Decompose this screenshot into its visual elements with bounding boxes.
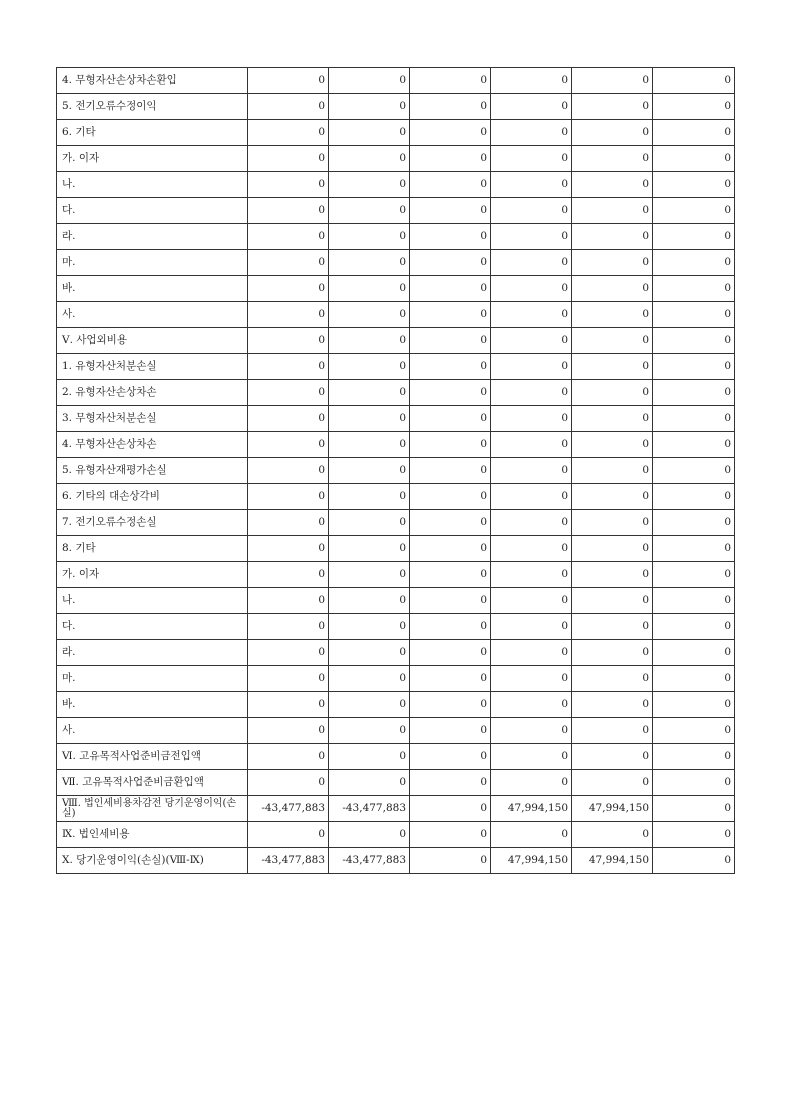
amount-cell: 0 [248, 380, 329, 406]
table-row [57, 120, 735, 146]
table-row [57, 614, 735, 640]
amount-cell: 0 [410, 198, 491, 224]
amount-cell: 0 [572, 510, 653, 536]
amount-cell: 0 [410, 328, 491, 354]
row-label: Ⅷ. 법인세비용차감전 당기운영이익(손실) [57, 796, 248, 822]
amount-cell: 0 [491, 120, 572, 146]
amount-cell: 0 [491, 692, 572, 718]
amount-cell: 0 [572, 302, 653, 328]
row-label: 7. 전기오류수정손실 [57, 510, 248, 536]
amount-cell: 0 [410, 484, 491, 510]
amount-cell: 0 [248, 328, 329, 354]
amount-cell: 0 [491, 614, 572, 640]
amount-cell: 0 [491, 536, 572, 562]
amount-cell: 0 [653, 224, 735, 250]
amount-cell: 0 [410, 588, 491, 614]
row-label: 4. 무형자산손상차손환입 [57, 68, 248, 94]
row-label: 마. [57, 250, 248, 276]
amount-cell: 0 [572, 198, 653, 224]
amount-cell: 0 [491, 406, 572, 432]
table-row [57, 796, 735, 822]
amount-cell: 0 [653, 536, 735, 562]
amount-cell: 0 [653, 458, 735, 484]
row-label: 라. [57, 224, 248, 250]
amount-cell: 0 [491, 68, 572, 94]
amount-cell: 0 [653, 94, 735, 120]
amount-cell: 0 [572, 744, 653, 770]
amount-cell: 0 [329, 380, 410, 406]
amount-cell: 0 [653, 666, 735, 692]
amount-cell: 0 [572, 822, 653, 848]
amount-cell: 0 [572, 484, 653, 510]
table-row [57, 328, 735, 354]
amount-cell: 0 [572, 120, 653, 146]
amount-cell: 0 [410, 822, 491, 848]
amount-cell: 0 [572, 146, 653, 172]
amount-cell: 0 [572, 328, 653, 354]
table-row [57, 692, 735, 718]
amount-cell: 0 [248, 224, 329, 250]
row-label: 6. 기타 [57, 120, 248, 146]
amount-cell: 0 [653, 172, 735, 198]
amount-cell: 0 [329, 484, 410, 510]
amount-cell: 0 [653, 510, 735, 536]
row-label: 3. 무형자산처분손실 [57, 406, 248, 432]
amount-cell: 0 [572, 692, 653, 718]
amount-cell: 0 [329, 406, 410, 432]
amount-cell: 0 [248, 406, 329, 432]
amount-cell: 0 [491, 458, 572, 484]
amount-cell: 0 [572, 354, 653, 380]
amount-cell: 0 [410, 796, 491, 822]
amount-cell: 0 [491, 588, 572, 614]
amount-cell: 0 [248, 744, 329, 770]
row-label: Ⅹ. 당기운영이익(손실)(Ⅷ-Ⅸ) [57, 848, 248, 874]
amount-cell: 0 [410, 640, 491, 666]
amount-cell: 0 [653, 146, 735, 172]
table-row [57, 146, 735, 172]
amount-cell: 0 [653, 848, 735, 874]
table-row [57, 432, 735, 458]
table-row [57, 588, 735, 614]
amount-cell: 0 [491, 328, 572, 354]
amount-cell: 0 [410, 172, 491, 198]
amount-cell: 0 [653, 562, 735, 588]
table-row [57, 198, 735, 224]
table-row [57, 484, 735, 510]
amount-cell: 0 [653, 588, 735, 614]
amount-cell: 0 [248, 354, 329, 380]
amount-cell: 0 [410, 302, 491, 328]
amount-cell: 0 [410, 276, 491, 302]
amount-cell: 0 [410, 380, 491, 406]
row-label: 나. [57, 172, 248, 198]
row-label: 바. [57, 276, 248, 302]
amount-cell: 0 [572, 68, 653, 94]
amount-cell: 0 [653, 276, 735, 302]
amount-cell: 0 [491, 146, 572, 172]
amount-cell: 0 [653, 198, 735, 224]
table-row [57, 744, 735, 770]
amount-cell: 0 [248, 536, 329, 562]
amount-cell: 47,994,150 [572, 848, 653, 874]
amount-cell: 0 [491, 94, 572, 120]
amount-cell: 0 [410, 692, 491, 718]
amount-cell: 0 [329, 224, 410, 250]
amount-cell: 0 [248, 614, 329, 640]
amount-cell: 0 [410, 458, 491, 484]
amount-cell: 0 [410, 406, 491, 432]
amount-cell: 0 [572, 614, 653, 640]
row-label: Ⅵ. 고유목적사업준비금전입액 [57, 744, 248, 770]
amount-cell: 0 [248, 146, 329, 172]
amount-cell: 0 [653, 302, 735, 328]
table-row [57, 380, 735, 406]
amount-cell: 0 [248, 458, 329, 484]
row-label: 사. [57, 302, 248, 328]
amount-cell: 0 [572, 94, 653, 120]
amount-cell: 0 [248, 94, 329, 120]
amount-cell: 0 [572, 458, 653, 484]
amount-cell: 0 [653, 744, 735, 770]
amount-cell: 0 [329, 510, 410, 536]
amount-cell: 0 [410, 770, 491, 796]
table-row [57, 250, 735, 276]
amount-cell: 0 [248, 250, 329, 276]
amount-cell: 0 [248, 302, 329, 328]
amount-cell: 0 [572, 588, 653, 614]
amount-cell: 0 [329, 692, 410, 718]
amount-cell: 0 [248, 770, 329, 796]
amount-cell: 0 [572, 172, 653, 198]
amount-cell: 0 [653, 770, 735, 796]
row-label: 가. 이자 [57, 146, 248, 172]
amount-cell: 0 [248, 822, 329, 848]
amount-cell: 47,994,150 [491, 796, 572, 822]
table-row [57, 94, 735, 120]
table-row [57, 666, 735, 692]
amount-cell: 0 [491, 276, 572, 302]
amount-cell: 0 [491, 432, 572, 458]
table-row [57, 510, 735, 536]
amount-cell: 0 [491, 718, 572, 744]
table-body [57, 68, 735, 874]
amount-cell: 0 [653, 614, 735, 640]
amount-cell: 0 [572, 276, 653, 302]
row-label: 라. [57, 640, 248, 666]
table-row [57, 224, 735, 250]
amount-cell: 0 [410, 120, 491, 146]
amount-cell: 0 [248, 198, 329, 224]
amount-cell: 0 [329, 562, 410, 588]
table-row [57, 822, 735, 848]
table-row [57, 302, 735, 328]
table-row [57, 354, 735, 380]
table-row [57, 172, 735, 198]
amount-cell: 0 [329, 640, 410, 666]
amount-cell: 0 [410, 354, 491, 380]
amount-cell: 0 [329, 666, 410, 692]
amount-cell: 0 [329, 68, 410, 94]
amount-cell: 0 [248, 692, 329, 718]
amount-cell: 0 [572, 406, 653, 432]
amount-cell: 0 [329, 458, 410, 484]
amount-cell: 0 [491, 224, 572, 250]
amount-cell: 0 [491, 484, 572, 510]
amount-cell: 0 [572, 770, 653, 796]
amount-cell: 0 [653, 406, 735, 432]
amount-cell: 0 [410, 614, 491, 640]
amount-cell: 0 [491, 198, 572, 224]
amount-cell: 0 [410, 510, 491, 536]
amount-cell: 0 [248, 666, 329, 692]
amount-cell: 0 [329, 172, 410, 198]
amount-cell: 0 [329, 536, 410, 562]
amount-cell: 0 [572, 224, 653, 250]
amount-cell: 0 [329, 302, 410, 328]
amount-cell: 0 [572, 250, 653, 276]
row-label: 5. 전기오류수정이익 [57, 94, 248, 120]
amount-cell: 0 [653, 484, 735, 510]
amount-cell: 0 [329, 770, 410, 796]
amount-cell: 0 [329, 250, 410, 276]
row-label: Ⅴ. 사업외비용 [57, 328, 248, 354]
amount-cell: 0 [491, 250, 572, 276]
amount-cell: 0 [572, 640, 653, 666]
amount-cell: 0 [329, 94, 410, 120]
amount-cell: 0 [572, 380, 653, 406]
amount-cell: 0 [410, 94, 491, 120]
amount-cell: 0 [491, 380, 572, 406]
row-label: 나. [57, 588, 248, 614]
table-row [57, 276, 735, 302]
amount-cell: 0 [329, 328, 410, 354]
amount-cell: 0 [410, 432, 491, 458]
amount-cell: 0 [653, 120, 735, 146]
amount-cell: -43,477,883 [248, 796, 329, 822]
row-label: 6. 기타의 대손상각비 [57, 484, 248, 510]
amount-cell: 0 [491, 744, 572, 770]
row-label: 다. [57, 614, 248, 640]
amount-cell: 47,994,150 [572, 796, 653, 822]
row-label: 가. 이자 [57, 562, 248, 588]
table-row [57, 718, 735, 744]
amount-cell: 0 [329, 120, 410, 146]
amount-cell: 0 [653, 68, 735, 94]
amount-cell: 0 [248, 432, 329, 458]
amount-cell: 0 [410, 666, 491, 692]
amount-cell: -43,477,883 [329, 848, 410, 874]
table-row [57, 406, 735, 432]
amount-cell: 0 [248, 68, 329, 94]
table-row [57, 68, 735, 94]
row-label: Ⅶ. 고유목적사업준비금환입액 [57, 770, 248, 796]
amount-cell: 0 [491, 302, 572, 328]
table-row [57, 848, 735, 874]
amount-cell: 0 [248, 640, 329, 666]
amount-cell: 0 [653, 640, 735, 666]
amount-cell: 0 [491, 172, 572, 198]
amount-cell: 0 [329, 198, 410, 224]
amount-cell: 0 [410, 68, 491, 94]
table-row [57, 458, 735, 484]
row-label: 마. [57, 666, 248, 692]
amount-cell: 0 [653, 328, 735, 354]
row-label: Ⅸ. 법인세비용 [57, 822, 248, 848]
amount-cell: 0 [572, 666, 653, 692]
amount-cell: 0 [329, 822, 410, 848]
amount-cell: 0 [653, 718, 735, 744]
amount-cell: 0 [653, 380, 735, 406]
amount-cell: 0 [410, 562, 491, 588]
amount-cell: 0 [248, 588, 329, 614]
row-label: 4. 무형자산손상차손 [57, 432, 248, 458]
financial-statement-table [56, 67, 735, 874]
amount-cell: 0 [410, 250, 491, 276]
amount-cell: 0 [653, 796, 735, 822]
amount-cell: 0 [410, 848, 491, 874]
amount-cell: -43,477,883 [248, 848, 329, 874]
amount-cell: 0 [410, 146, 491, 172]
table-row [57, 562, 735, 588]
amount-cell: 0 [491, 822, 572, 848]
amount-cell: 0 [653, 354, 735, 380]
amount-cell: 0 [248, 172, 329, 198]
amount-cell: 0 [653, 250, 735, 276]
amount-cell: 0 [329, 744, 410, 770]
amount-cell: -43,477,883 [329, 796, 410, 822]
amount-cell: 0 [653, 822, 735, 848]
table-row [57, 640, 735, 666]
row-label: 사. [57, 718, 248, 744]
amount-cell: 0 [653, 432, 735, 458]
amount-cell: 0 [572, 536, 653, 562]
amount-cell: 0 [248, 276, 329, 302]
amount-cell: 0 [329, 588, 410, 614]
amount-cell: 0 [491, 666, 572, 692]
amount-cell: 0 [248, 562, 329, 588]
amount-cell: 0 [248, 718, 329, 744]
amount-cell: 0 [329, 146, 410, 172]
amount-cell: 0 [248, 120, 329, 146]
amount-cell: 0 [248, 484, 329, 510]
amount-cell: 0 [410, 536, 491, 562]
amount-cell: 0 [248, 510, 329, 536]
row-label: 5. 유형자산재평가손실 [57, 458, 248, 484]
row-label: 8. 기타 [57, 536, 248, 562]
amount-cell: 0 [572, 432, 653, 458]
amount-cell: 0 [653, 692, 735, 718]
row-label: 바. [57, 692, 248, 718]
amount-cell: 0 [491, 510, 572, 536]
amount-cell: 0 [572, 718, 653, 744]
amount-cell: 47,994,150 [491, 848, 572, 874]
amount-cell: 0 [329, 276, 410, 302]
amount-cell: 0 [410, 718, 491, 744]
amount-cell: 0 [329, 354, 410, 380]
amount-cell: 0 [491, 562, 572, 588]
amount-cell: 0 [410, 224, 491, 250]
table-row [57, 770, 735, 796]
row-label: 2. 유형자산손상차손 [57, 380, 248, 406]
amount-cell: 0 [329, 432, 410, 458]
row-label: 다. [57, 198, 248, 224]
amount-cell: 0 [410, 744, 491, 770]
amount-cell: 0 [329, 614, 410, 640]
amount-cell: 0 [491, 770, 572, 796]
table-row [57, 536, 735, 562]
amount-cell: 0 [491, 640, 572, 666]
amount-cell: 0 [329, 718, 410, 744]
amount-cell: 0 [572, 562, 653, 588]
amount-cell: 0 [491, 354, 572, 380]
row-label: 1. 유형자산처분손실 [57, 354, 248, 380]
